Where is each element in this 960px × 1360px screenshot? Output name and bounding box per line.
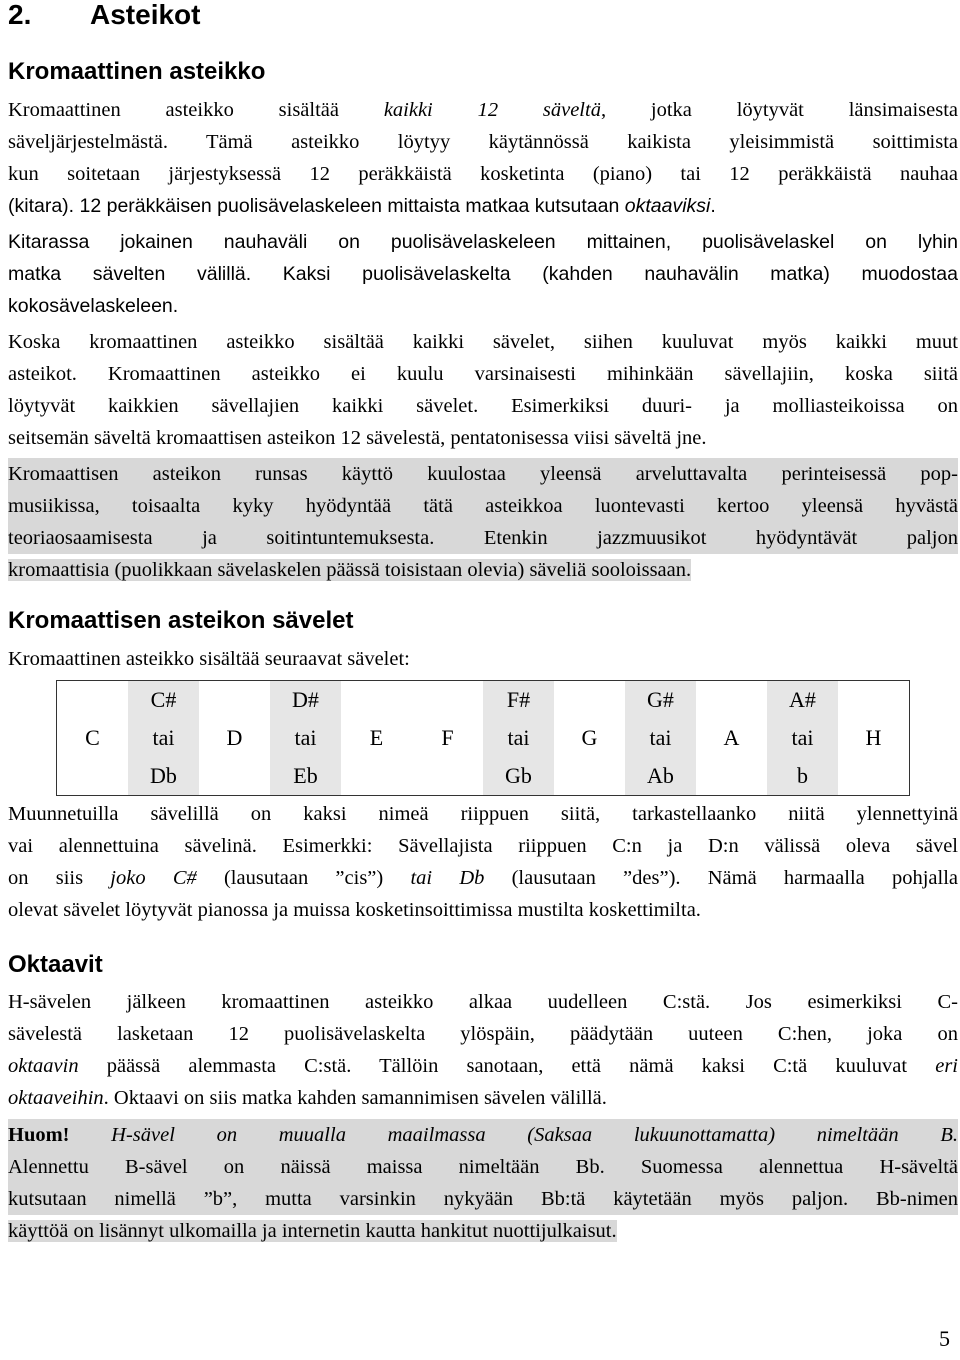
section-heading-kromaattinen-asteikko: Kromaattinen asteikko: [8, 58, 266, 85]
note-cell-sharp: Gb: [483, 757, 554, 796]
section-heading-oktaavit: Oktaavit: [8, 951, 103, 978]
note-cell-sharp: F#: [483, 681, 554, 720]
notes-table-row: [57, 757, 910, 796]
note-cell-sharp: b: [767, 757, 838, 796]
note-cell-natural: F: [412, 681, 483, 796]
note-label: Huom!: [8, 1124, 70, 1146]
note-cell-natural: A: [696, 681, 767, 796]
note-cell-sharp: C#: [128, 681, 199, 720]
note-cell-sharp: tai: [625, 719, 696, 757]
chapter-number: 2.: [8, 0, 32, 30]
note-cell-sharp: D#: [270, 681, 341, 720]
emphasis-oktaaviksi: oktaaviksi: [624, 195, 711, 217]
paragraph-muunnetut: Muunnetuilla sävelillä on kaksi nimeä riippuen siitä, tarkastellaanko niitä ylennettyinä vai alennettuina sävelinä. Esimerkki: Sävellajista riippuen C:n ja D:n välissä oleva sävel on siis joko C# (lausutaan ”cis”) tai Db (lausutaan ”des”). Nämä harmaalla pohjalla olevat sävelet löytyvät pianossa ja muissa kosketinsoittimissa mustilta koskettimilta.: [8, 803, 958, 921]
note-cell-sharp: tai: [270, 719, 341, 757]
paragraph-koska: Koska kromaattinen asteikko sisältää kaikki sävelet, siihen kuuluvat myös kaikki muut asteikot. Kromaattinen asteikko ei kuulu varsinaisesti mihinkään sävellajiin, koska siitä löytyvät kaikkien sävellajien kaikki sävelet. Esimerkiksi duuri- ja molliasteikoissa on seitsemän säveltä kromaattisen asteikon 12 sävelestä, pentatonisessa viisi säveltä jne.: [8, 331, 958, 449]
paragraph-table-intro: Kromaattinen asteikko sisältää seuraavat sävelet:: [8, 648, 410, 670]
note-cell-sharp: G#: [625, 681, 696, 720]
note-cell-natural: E: [341, 681, 412, 796]
note-cell-natural: H: [838, 681, 910, 796]
note-cell-natural: G: [554, 681, 625, 796]
notes-table-row: [57, 681, 910, 720]
section-heading-savelet: Kromaattisen asteikon sävelet: [8, 607, 354, 634]
note-cell-sharp: tai: [767, 719, 838, 757]
paragraph-highlighted-kaytto: Kromaattisen asteikon runsas käyttö kuulostaa yleensä arveluttavalta perinteisessä pop- musiikissa, toisaalta kyky hyödyntää tätä asteikkoa luontevasti kertoo yleensä hyvästä teoriaosaamisesta ja soitintuntemuksesta. Etenkin jazzmuusikot hyödyntävät paljon kromaattisia (puolikkaan sävelaskelen päässä toisistaan olevia) säveliä sooloissaan.: [8, 458, 958, 586]
note-cell-natural: C: [57, 681, 129, 796]
chapter-title: [8, 0, 200, 30]
notes-table-row: [57, 719, 910, 757]
note-cell-sharp: Db: [128, 757, 199, 796]
note-cell-sharp: tai: [128, 719, 199, 757]
paragraph-intro: Kromaattinen asteikko sisältää kaikki 12 säveltä, jotka löytyvät länsimaisesta säveljärjestelmästä. Tämä asteikko löytyy käytännössä kaikista yleisimmistä soittimista kun soitetaan järjestyksessä 12 peräkkäistä kosketinta (piano) tai 12 peräkkäistä nauhaa (kitara). 12 peräkkäisen puolisävelaskeleen mittaista matkaa kutsutaan oktaaviksi.: [8, 99, 958, 217]
note-cell-sharp: Eb: [270, 757, 341, 796]
paragraph-kitara: Kitarassa jokainen nauhaväli on puolisävelaskeleen mittainen, puolisävelaskel on lyhin matka sävelten välillä. Kaksi puolisävelaskelta (kahden nauhavälin matka) muodostaa kokosävelaskeleen.: [8, 231, 958, 317]
note-cell-sharp: A#: [767, 681, 838, 720]
note-cell-natural: D: [199, 681, 270, 796]
paragraph-oktaavit: H-sävelen jälkeen kromaattinen asteikko alkaa uudelleen C:stä. Jos esimerkiksi C- sävelestä lasketaan 12 puolisävelaskelta ylöspäin, päädytään uuteen C:hen, joka on oktaavin päässä alemmasta C:stä. Tällöin sanotaan, että nämä kaksi C:tä kuuluvat eri oktaaveihin. Oktaavi on siis matka kahden samannimisen sävelen välillä.: [8, 991, 958, 1109]
chapter-title-text: Asteikot: [90, 0, 201, 30]
note-cell-sharp: tai: [483, 719, 554, 757]
chromatic-notes-table: [56, 680, 910, 796]
emphasis-kaikki: kaikki 12 säveltä: [383, 99, 601, 121]
note-huom: Huom! H-sävel on muualla maailmassa (Saksaa lukuunottamatta) nimeltään B. Alennettu B-sävel on näissä maissa nimeltään Bb. Suomessa alennettua H-säveltä kutsutaan nimellä ”b”, mutta varsinkin nykyään Bb:tä käytetään myös paljon. Bb-nimen käyttöä on lisännyt ulkomailla ja internetin kautta hankitut nuottijulkaisut.: [8, 1119, 958, 1247]
page-number: 5: [939, 1326, 950, 1351]
note-cell-sharp: Ab: [625, 757, 696, 796]
